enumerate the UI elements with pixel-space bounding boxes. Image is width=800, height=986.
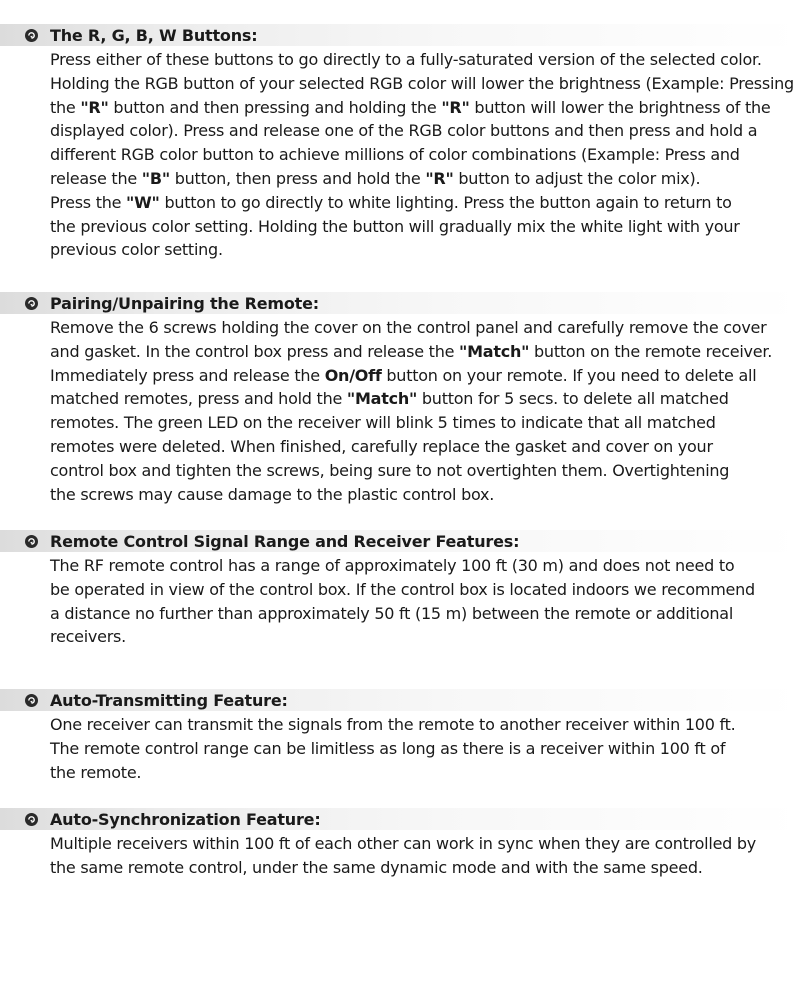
body-line (50, 578, 795, 602)
text-run: remotes were deleted. When finished, carefully replace the gasket and cover on your (50, 436, 713, 456)
body-line (50, 435, 795, 459)
section-body (50, 554, 795, 649)
text-run: button and then pressing and holding the (108, 97, 442, 117)
section (0, 24, 800, 262)
text-run: button will lower the brightness of the (469, 97, 771, 117)
body-line (50, 625, 795, 649)
text-run: different RGB color button to achieve millions of color combinations (Example: Press and (50, 145, 740, 165)
body-line (50, 316, 795, 340)
body-line (50, 191, 795, 215)
text-run: the (50, 97, 81, 117)
body-line (50, 48, 795, 72)
text-run: button to adjust the color mix). (453, 168, 701, 188)
body-line (50, 554, 795, 578)
section-header (0, 24, 800, 46)
section-bullet-icon (25, 813, 38, 826)
text-run: a distance no further than approximately 50 ft (15 m) between the remote or additional (50, 603, 734, 623)
text-run: Press either of these buttons to go directly to a fully-saturated version of the selected color. (50, 50, 762, 69)
text-run: The RF remote control has a range of approximately 100 ft (30 m) and does not need to (50, 556, 735, 575)
section-body (50, 713, 795, 784)
body-line (50, 167, 795, 191)
emphasized-text: "B" (141, 168, 170, 188)
body-line (50, 96, 795, 120)
text-run: Immediately press and release the (50, 365, 325, 385)
body-line (50, 215, 795, 239)
text-run: the remote. (50, 762, 142, 782)
section (0, 530, 800, 649)
text-run: Press the (50, 192, 127, 212)
emphasized-text: "Match" (346, 389, 418, 409)
text-run: previous color setting. (50, 240, 223, 260)
section-body (50, 832, 795, 880)
text-run: button for 5 secs. to delete all matched (417, 389, 729, 409)
section-title: Pairing/Unpairing the Remote: (50, 293, 319, 313)
text-run: and gasket. In the control box press and release the (50, 341, 460, 361)
section-header (0, 292, 800, 314)
section-title: Auto-Transmitting Feature: (50, 690, 288, 710)
emphasized-text: "Match" (459, 341, 530, 361)
body-line (50, 387, 795, 411)
emphasized-text: On/Off (324, 365, 382, 385)
section (0, 292, 800, 506)
text-run: displayed color). Press and release one of the RGB color buttons and then press and hold a (50, 121, 758, 141)
body-line (50, 483, 795, 507)
section-title: The R, G, B, W Buttons: (50, 25, 258, 45)
body-line (50, 143, 795, 167)
text-run: the screws may cause damage to the plastic control box. (50, 484, 495, 504)
text-run: the same remote control, under the same dynamic mode and with the same speed. (50, 857, 703, 877)
section-header (0, 808, 800, 830)
body-line (50, 856, 795, 880)
text-run: remotes. The green LED on the receiver will blink 5 times to indicate that all matched (50, 413, 716, 433)
emphasized-text: "R" (425, 168, 454, 188)
text-run: the previous color setting. Holding the button will gradually mix the white light with your (50, 216, 740, 236)
section-body (50, 316, 795, 506)
section (0, 808, 800, 880)
section-body (50, 48, 795, 262)
body-line (50, 459, 795, 483)
emphasized-text: "R" (80, 97, 109, 117)
text-run: control box and tighten the screws, being sure to not overtighten them. Overtightening (50, 460, 730, 480)
text-run: button to go directly to white lighting. Press the button again to return to (159, 192, 732, 212)
emphasized-text: "W" (126, 192, 160, 212)
text-run: release the (50, 168, 142, 188)
body-line (50, 761, 795, 785)
section (0, 689, 800, 784)
body-line (50, 119, 795, 143)
body-line (50, 364, 795, 388)
text-run: The remote control range can be limitless as long as there is a receiver within 100 ft of (50, 738, 726, 758)
body-line (50, 238, 795, 262)
text-run: be operated in view of the control box. If the control box is located indoors we recommend (50, 579, 755, 599)
body-line (50, 713, 795, 737)
text-run: matched remotes, press and hold the (50, 389, 347, 409)
text-run: Holding the RGB button of your selected RGB color will lower the brightness (Example: Pressing (50, 73, 794, 93)
section-bullet-icon (25, 694, 38, 707)
body-line (50, 72, 795, 96)
section-header (0, 689, 800, 711)
text-run: button, then press and hold the (169, 168, 426, 188)
text-run: One receiver can transmit the signals from the remote to another receiver within 100 ft. (50, 715, 736, 734)
emphasized-text: "R" (441, 97, 470, 117)
section-bullet-icon (25, 535, 38, 548)
section-bullet-icon (25, 297, 38, 310)
text-run: Remove the 6 screws holding the cover on the control panel and carefully remove the cover (50, 318, 767, 337)
section-header (0, 530, 800, 552)
body-line (50, 832, 795, 856)
body-line (50, 737, 795, 761)
text-run: button on the remote receiver. (529, 341, 773, 361)
text-run: Multiple receivers within 100 ft of each other can work in sync when they are controlled by (50, 834, 757, 853)
section-bullet-icon (25, 29, 38, 42)
body-line (50, 411, 795, 435)
body-line (50, 602, 795, 626)
body-line (50, 340, 795, 364)
text-run: receivers. (50, 627, 126, 647)
section-title: Remote Control Signal Range and Receiver Features: (50, 531, 520, 551)
section-title: Auto-Synchronization Feature: (50, 809, 321, 829)
text-run: button on your remote. If you need to delete all (381, 365, 757, 385)
